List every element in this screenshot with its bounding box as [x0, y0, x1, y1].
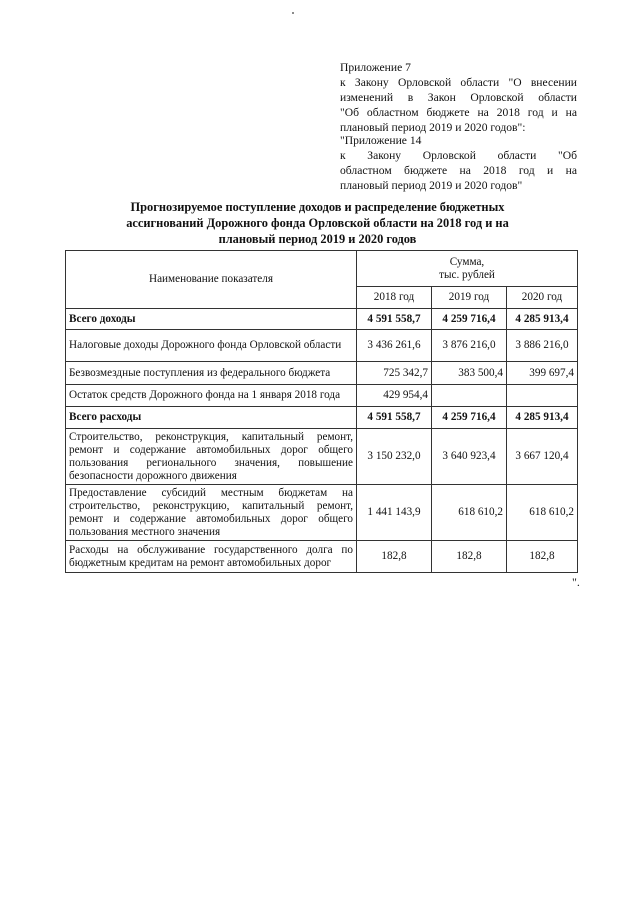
value-2018: 4 591 558,7 — [357, 309, 432, 330]
row-name: Всего доходы — [66, 309, 357, 330]
table-row — [66, 485, 578, 541]
value-2018: 4 591 558,7 — [357, 407, 432, 429]
value-2020: 4 285 913,4 — [507, 407, 578, 429]
row-name: Предоставление субсидий местным бюджетам на строительство, реконструкцию, капитальный ремонт, ремонт и содержание автомобильных дорог общего пользования местного значения — [66, 485, 357, 541]
closing-quote-mark: ". — [572, 575, 580, 589]
scan-speck — [292, 12, 294, 14]
value-2019 — [432, 385, 507, 407]
title-line: ассигнований Дорожного фонда Орловской области на 2018 год и на — [126, 216, 509, 230]
row-name: Безвозмездные поступления из федерального бюджета — [66, 362, 357, 385]
value-2018: 3 150 232,0 — [357, 429, 432, 485]
value-2020: 3 667 120,4 — [507, 429, 578, 485]
title-line: плановый период 2019 и 2020 годов — [218, 232, 417, 246]
row-name: Расходы на обслуживание государственного долга по бюджетным кредитам на ремонт автомобильных дорог — [66, 541, 357, 573]
header-sum — [357, 251, 578, 287]
header-indicator-name: Наименование показателя — [66, 251, 357, 309]
table-row — [66, 385, 578, 407]
appendix-14-line: областном бюджете на 2018 год и на — [340, 164, 577, 177]
appendix-7-line: плановый период 2019 и 2020 годов": — [340, 121, 526, 134]
value-2019: 618 610,2 — [432, 485, 507, 541]
header-year-2019: 2019 год — [432, 287, 507, 309]
table-row — [66, 309, 578, 330]
appendix-7-line: изменений в Закон Орловской области — [340, 91, 577, 104]
appendix-14-line: плановый период 2019 и 2020 годов" — [340, 179, 523, 192]
value-2020: 4 285 913,4 — [507, 309, 578, 330]
value-2018: 429 954,4 — [357, 385, 432, 407]
title-line: Прогнозируемое поступление доходов и распределение бюджетных — [130, 200, 505, 214]
row-name: Строительство, реконструкция, капитальный ремонт, ремонт и содержание автомобильных дорог общего пользования регионального значения, повышение безопасности дорожного движения — [66, 429, 357, 485]
value-2020: 399 697,4 — [507, 362, 578, 385]
value-2018: 725 342,7 — [357, 362, 432, 385]
document-title — [90, 199, 545, 247]
value-2019: 3 640 923,4 — [432, 429, 507, 485]
value-2020: 3 886 216,0 — [507, 330, 578, 362]
value-2019: 3 876 216,0 — [432, 330, 507, 362]
table-row — [66, 362, 578, 385]
appendix-14-header — [340, 133, 577, 193]
appendix-7-line: к Закону Орловской области "О внесении — [340, 76, 577, 89]
header-sum-line: тыс. рублей — [439, 268, 495, 281]
header-year-2020: 2020 год — [507, 287, 578, 309]
table-row — [66, 407, 578, 429]
table-row — [66, 541, 578, 573]
appendix-14-line: "Приложение 14 — [340, 134, 422, 147]
appendix-7-line: "Об областном бюджете на 2018 год и на — [340, 106, 577, 119]
value-2020: 618 610,2 — [507, 485, 578, 541]
row-name: Налоговые доходы Дорожного фонда Орловской области — [66, 330, 357, 362]
road-fund-table — [65, 250, 578, 573]
appendix-7-header — [340, 60, 577, 135]
table-row — [66, 330, 578, 362]
table-row — [66, 429, 578, 485]
value-2018: 3 436 261,6 — [357, 330, 432, 362]
appendix-14-line: к Закону Орловской области "Об — [340, 149, 577, 162]
value-2020 — [507, 385, 578, 407]
header-sum-line: Сумма, — [449, 255, 485, 268]
header-year-2018: 2018 год — [357, 287, 432, 309]
value-2019: 4 259 716,4 — [432, 407, 507, 429]
value-2019: 4 259 716,4 — [432, 309, 507, 330]
value-2018: 1 441 143,9 — [357, 485, 432, 541]
value-2018: 182,8 — [357, 541, 432, 573]
row-name: Остаток средств Дорожного фонда на 1 января 2018 года — [66, 385, 357, 407]
value-2019: 182,8 — [432, 541, 507, 573]
appendix-7-line: Приложение 7 — [340, 61, 411, 74]
row-name: Всего расходы — [66, 407, 357, 429]
value-2019: 383 500,4 — [432, 362, 507, 385]
value-2020: 182,8 — [507, 541, 578, 573]
